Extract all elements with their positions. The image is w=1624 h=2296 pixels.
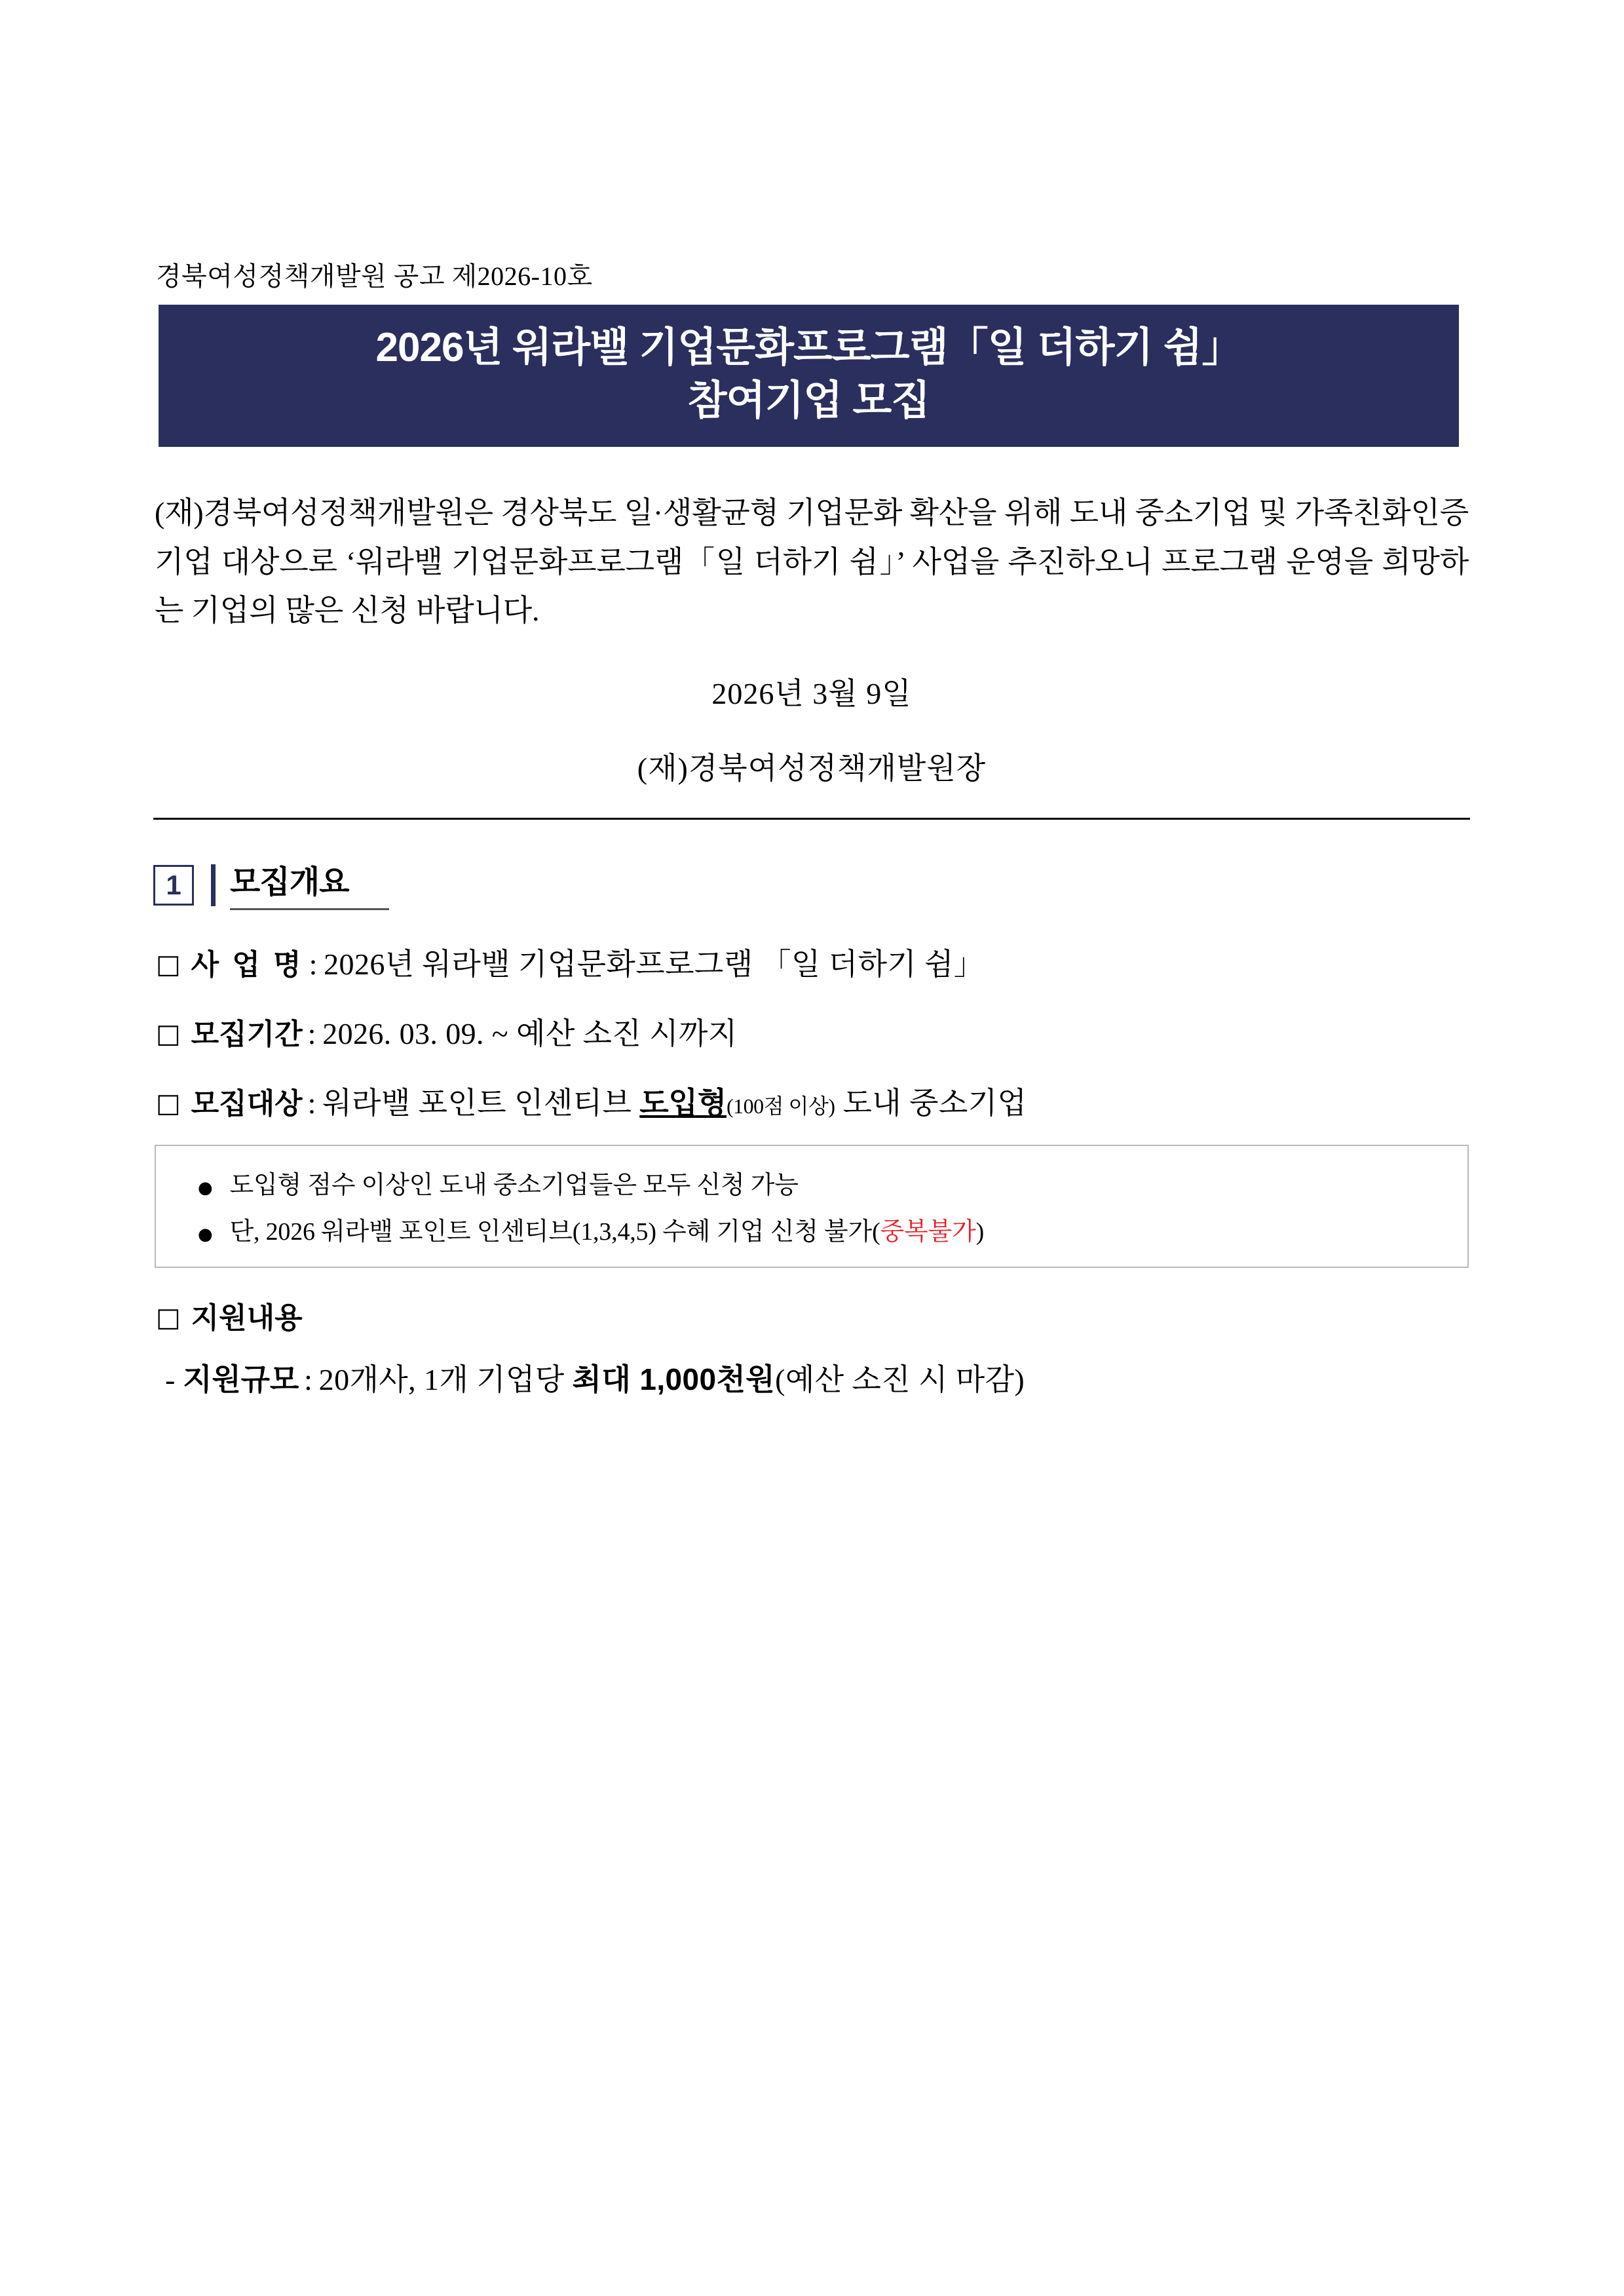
support-scale-value-bold: 최대 1,000천원 (572, 1362, 776, 1396)
item-label: 사 업 명 (191, 948, 304, 981)
list-item (156, 1010, 1474, 1053)
support-scale-value-prefix: 20개사, 1개 기업당 (318, 1362, 573, 1396)
support-scale-row (165, 1356, 1474, 1399)
section-accent-bar (211, 864, 216, 906)
title-banner (159, 305, 1459, 447)
note-bullet-text: 도입형 점수 이상인 도내 중소기업들은 모두 신청 가능 (229, 1171, 799, 1199)
note-box (155, 1145, 1469, 1268)
signer-line: (재)경북여성정책개발원장 (637, 751, 987, 785)
section-header (153, 856, 1474, 914)
target-value-underlined: 도입형 (639, 1085, 727, 1120)
section-number-badge: 1 (153, 865, 194, 906)
notice-number: 경북여성정책개발원 공고 제2026-10호 (156, 261, 593, 291)
target-value-note: (100점 이상) (726, 1094, 835, 1118)
intro-text: (재)경북여성정책개발원은 경상북도 일·생활균형 기업문화 확산을 위해 도내 중소기업 및 가족친화인증기업 대상으로 ‘워라밸 기업문화프로그램「일 더하기 쉼」’ 사업을 추진하오니 프로그램 운영을 희망하는 기업의 많은 신청 바랍니다. (155, 496, 1469, 628)
target-value-prefix: 워라밸 포인트 인센티브 (322, 1086, 640, 1120)
checkbox-icon: □ (156, 949, 181, 980)
bullet-icon: ● (198, 1224, 213, 1244)
note-bullet-item (176, 1211, 1448, 1247)
title-line-1: 2026년 워라밸 기업문화프로그램「일 더하기 쉼」 (375, 325, 1242, 370)
document-content (149, 256, 1474, 1399)
support-scale-label: 지원규모 (183, 1362, 299, 1396)
checkbox-icon: □ (156, 1088, 181, 1119)
date-line: 2026년 3월 9일 (711, 676, 912, 710)
note-bullet-text: 단, 2026 워라밸 포인트 인센티브(1,3,4,5) 수혜 기업 신청 불가( (229, 1217, 880, 1246)
item-colon: : (307, 1016, 316, 1050)
support-label: 지원내용 (191, 1301, 303, 1334)
note-bullet-highlight: 중복불가 (880, 1217, 976, 1246)
checkbox-icon: □ (156, 1018, 181, 1049)
horizontal-divider (153, 818, 1470, 820)
title-line-2: 참여기업 모집 (687, 377, 930, 423)
item-value: 2026. 03. 09. ~ 예산 소진 시까지 (322, 1016, 738, 1050)
note-bullet-item (176, 1164, 1448, 1200)
dash-marker: - (165, 1362, 176, 1396)
checkbox-icon: □ (156, 1302, 181, 1333)
list-item (156, 940, 1474, 984)
item-label: 모집대상 (191, 1087, 303, 1120)
support-scale-colon: : (304, 1362, 312, 1396)
support-scale-value-suffix: (예산 소진 시 마감) (775, 1362, 1025, 1396)
item-label: 모집기간 (191, 1018, 303, 1050)
item-colon: : (309, 947, 318, 981)
item-colon: : (307, 1086, 316, 1120)
note-bullet-suffix: ) (975, 1217, 985, 1246)
bullet-icon: ● (198, 1177, 213, 1198)
section-title: 모집개요 (230, 856, 389, 910)
support-heading (156, 1294, 1474, 1336)
list-item-target (156, 1079, 1474, 1122)
item-value: 2026년 워라밸 기업문화프로그램 「일 더하기 쉼」 (324, 947, 985, 981)
intro-paragraph (149, 489, 1474, 636)
target-value-suffix: 도내 중소기업 (835, 1086, 1027, 1120)
section-title-wrapper (230, 856, 389, 914)
